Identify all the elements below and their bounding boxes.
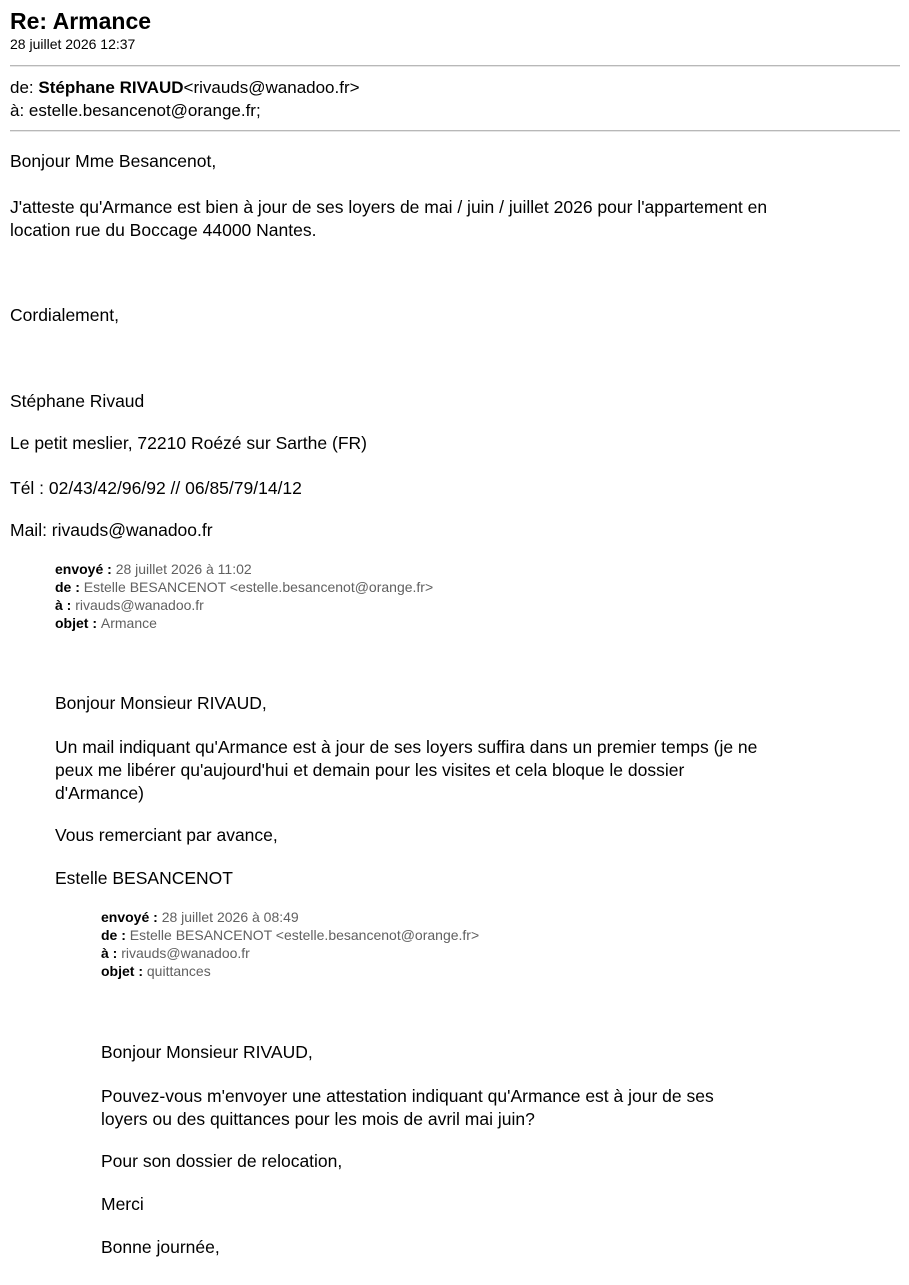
quoted2-subject-value: quittances [146,963,211,979]
quoted2-to [101,944,250,963]
quoted1-to-value[interactable]: rivauds@wanadoo.fr [75,597,204,613]
from-line [10,78,360,98]
reply-line-1: J'atteste qu'Armance est bien à jour de ses loyers de mai / juin / juillet 2026 pour l'appartement en [10,197,768,217]
quoted2-subject-label: objet : [101,963,147,979]
quoted2-sent [101,908,299,927]
signature-mail: Mail: rivauds@wanadoo.fr [10,520,213,540]
quoted2-sent-value: 28 juillet 2026 à 08:49 [161,909,299,925]
reply-closing: Cordialement, [10,305,119,325]
reply-line-2: location rue du Boccage 44000 Nantes. [10,220,317,240]
quoted1-line-2: peux me libérer qu'aujourd'hui et demain pour les visites et cela bloque le dossier [55,760,685,780]
quoted1-line-1: Un mail indiquant qu'Armance est à jour de ses loyers suffira dans un premier temps (je ne [55,737,758,757]
quoted2-to-label: à : [101,945,122,961]
quoted2-subject [101,962,211,981]
quoted1-subject-value: Armance [100,615,157,631]
signature-tel: Tél : 02/43/42/96/92 // 06/85/79/14/12 [10,478,302,498]
header-divider-bottom [10,130,900,132]
signature-address: Le petit meslier, 72210 Roézé sur Sarthe (FR) [10,433,367,453]
quoted2-from-value[interactable]: Estelle BESANCENOT <estelle.besancenot@orange.fr> [129,927,480,943]
quoted1-thanks: Vous remerciant par avance, [55,825,278,845]
quoted2-to-value[interactable]: rivauds@wanadoo.fr [121,945,250,961]
quoted1-greeting: Bonjour Monsieur RIVAUD, [55,693,267,713]
quoted1-from [55,578,433,597]
quoted1-to [55,596,204,615]
quoted2-paragraph-4: Bonne journée, [101,1237,220,1257]
email-subject: Re: Armance [10,8,152,34]
quoted1-signature: Estelle BESANCENOT [55,868,233,888]
from-label: de: [10,78,39,97]
quoted1-sent-label: envoyé : [55,561,116,577]
quoted1-sent-value: 28 juillet 2026 à 11:02 [115,561,252,577]
signature-name: Stéphane Rivaud [10,391,145,411]
email-date: 28 juillet 2026 12:37 [10,36,136,52]
reply-greeting: Bonjour Mme Besancenot, [10,151,217,171]
quoted1-from-value[interactable]: Estelle BESANCENOT <estelle.besancenot@orange.fr> [83,579,434,595]
quoted1-to-label: à : [55,597,76,613]
quoted1-subject-label: objet : [55,615,101,631]
to-line[interactable]: à: estelle.besancenot@orange.fr; [10,101,261,120]
from-name[interactable]: Stéphane RIVAUD [38,78,184,97]
quoted2-line-1: Pouvez-vous m'envoyer une attestation indiquant qu'Armance est à jour de ses [101,1086,714,1106]
header-divider-top [10,65,900,67]
quoted2-from-label: de : [101,927,130,943]
quoted1-subject [55,614,157,633]
from-email[interactable]: <rivauds@wanadoo.fr> [183,78,360,97]
quoted1-line-3: d'Armance) [55,783,144,803]
quoted2-greeting: Bonjour Monsieur RIVAUD, [101,1042,313,1062]
quoted2-line-2: loyers ou des quittances pour les mois de avril mai juin? [101,1109,535,1129]
quoted1-sent [55,560,252,579]
quoted2-from [101,926,479,945]
quoted2-sent-label: envoyé : [101,909,162,925]
quoted1-from-label: de : [55,579,84,595]
quoted2-paragraph-2: Pour son dossier de relocation, [101,1151,343,1171]
quoted2-paragraph-3: Merci [101,1194,144,1214]
